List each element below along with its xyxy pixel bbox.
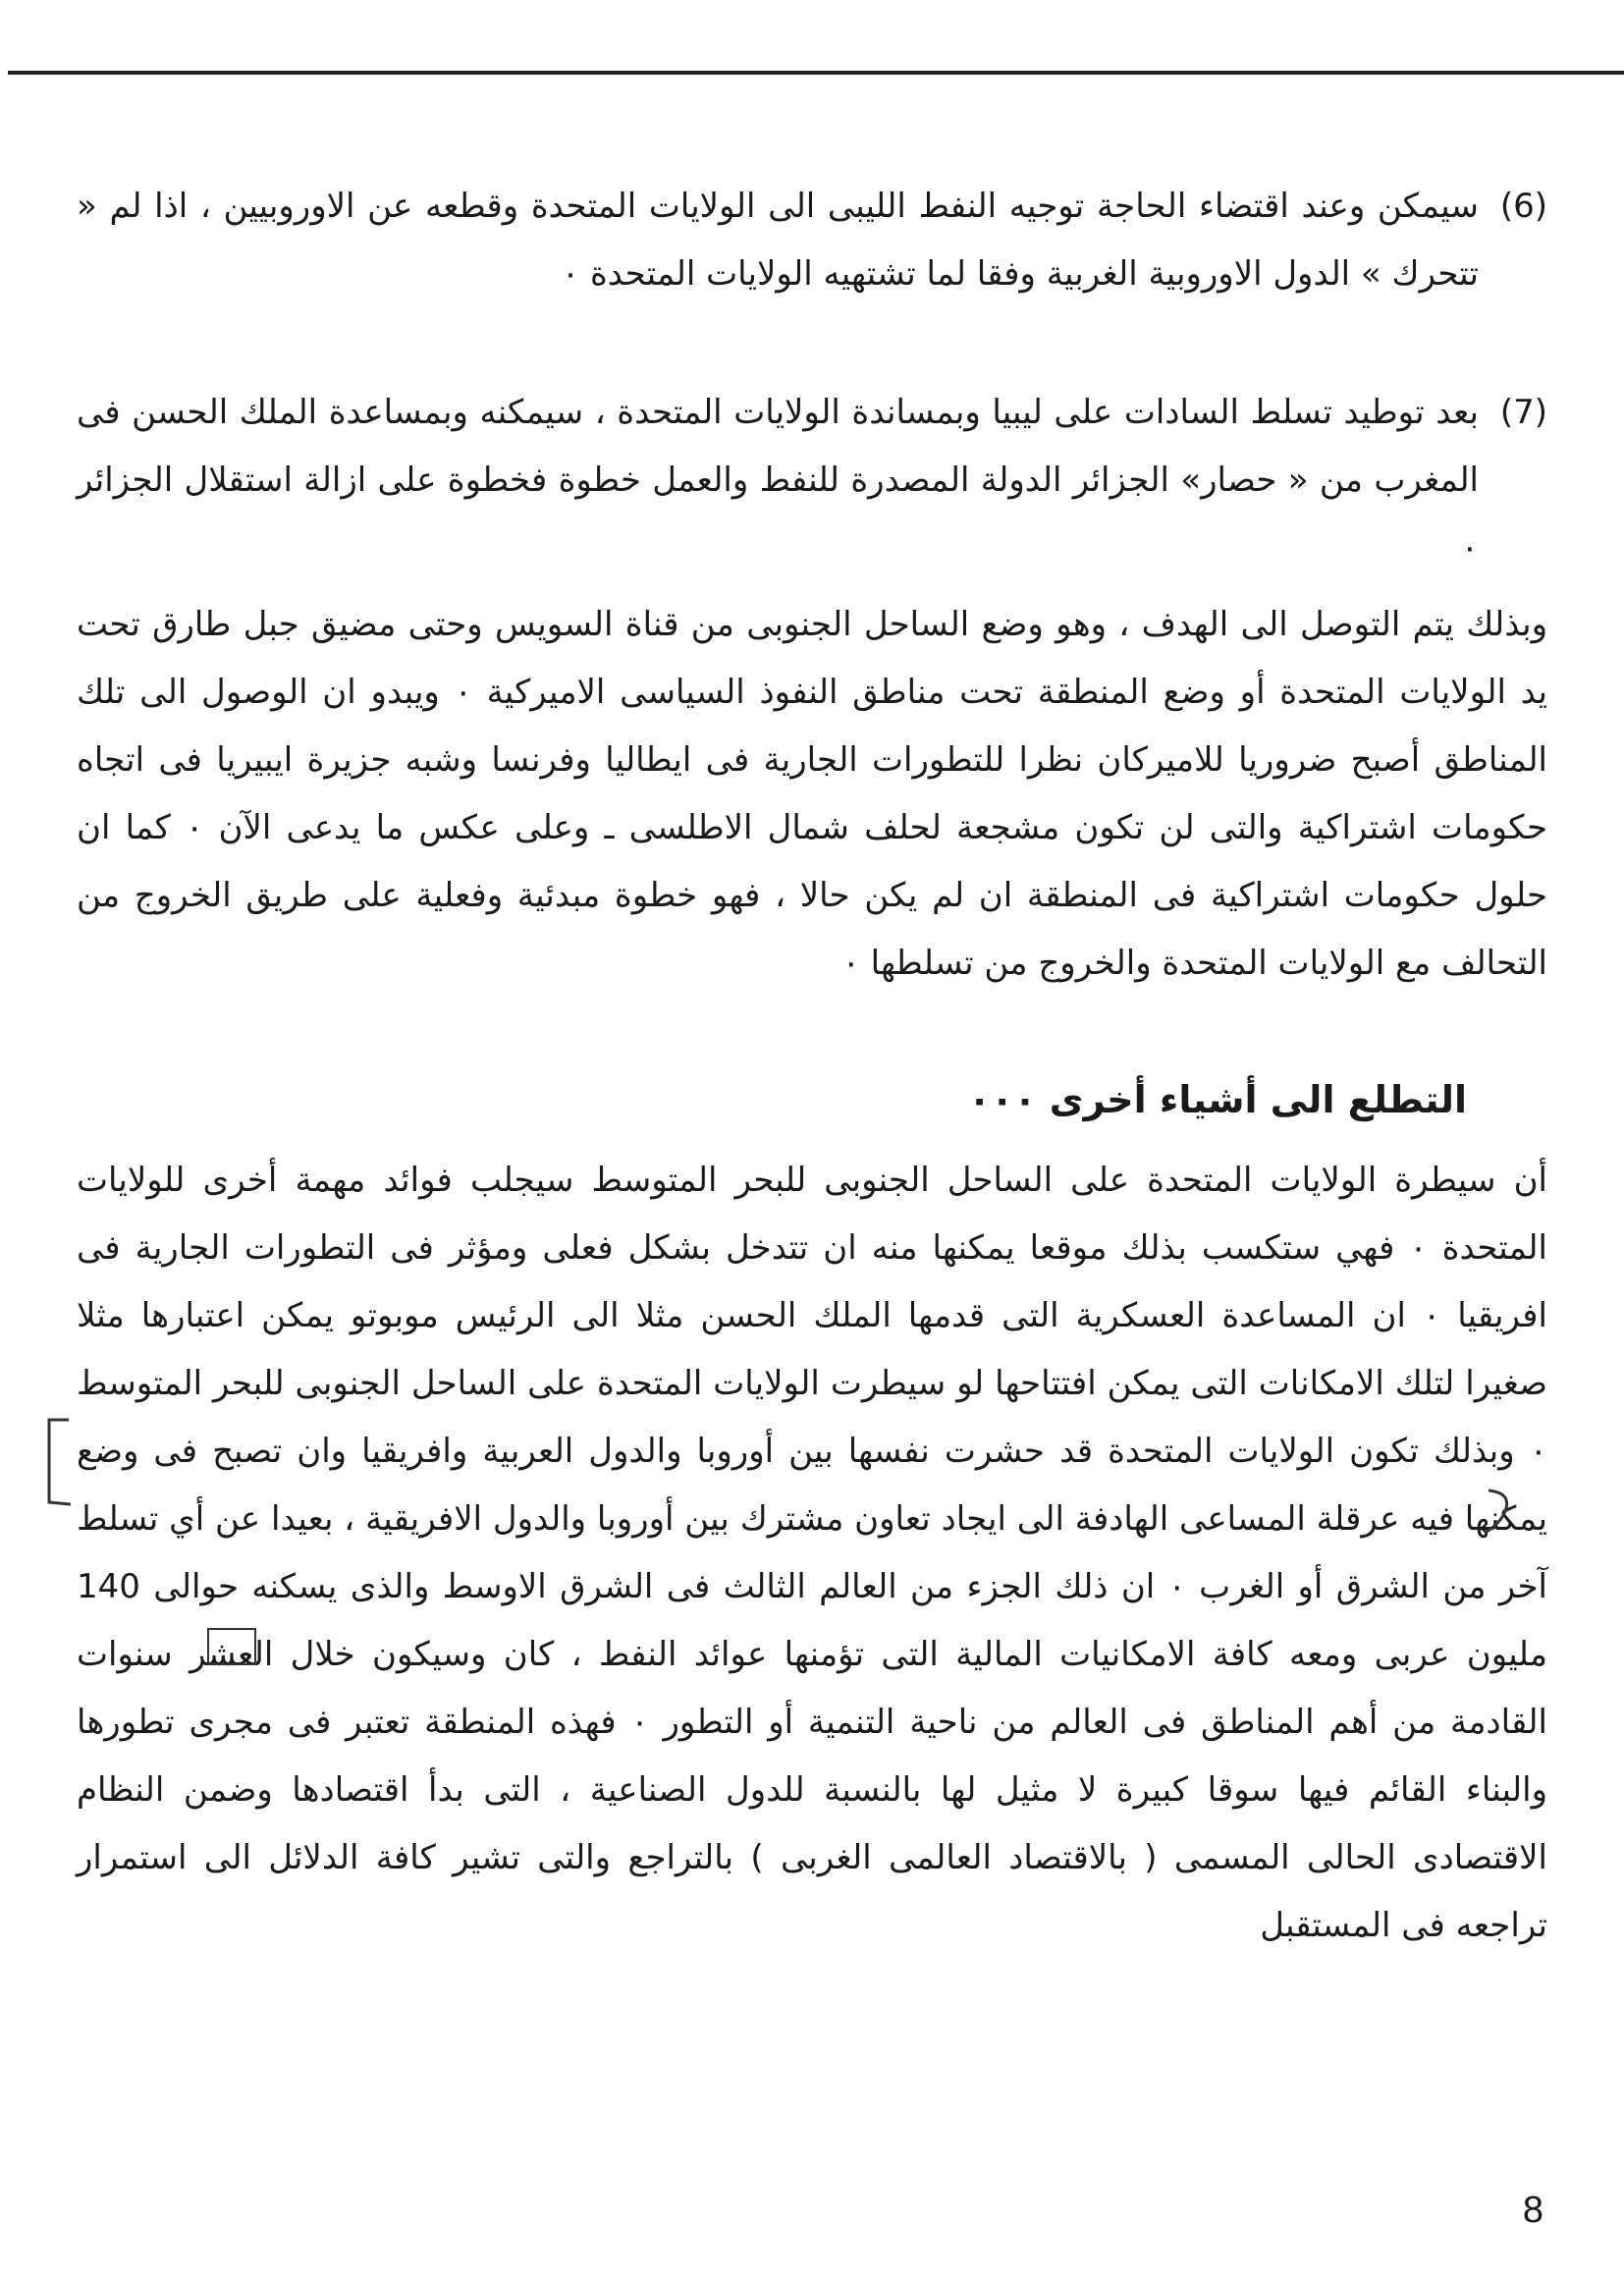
item-text: سيمكن وعند اقتضاء الحاجة توجيه النفط الليبى الى الولايات المتحدة وقطعه عن الاوروبيين ، اذا لم « تتحرك » الدول الاوروبية الغربية وفقا لما تشتهيه الولايات المتحدة ٠ bbox=[77, 187, 1479, 294]
list-item bbox=[77, 379, 1547, 582]
paragraph-text: وبذلك يتم التوصل الى الهدف ، وهو وضع الساحل الجنوبى من قناة السويس وحتى مضيق جبل طارق تحت يد الولايات المتحدة أو وضع المنطقة تحت مناطق النفوذ السياسى الاميركية ٠ ويبدو ان الوصول الى تلك المناطق أصبح ضروريا للاميركان نظرا للتطورات الجارية فى ايطاليا وفرنسا وشبه جزيرة ايبيريا فى اتجاه حكومات اشتراكية والتى لن تكون مشجعة لحلف شمال الاطلسى ـ وعلى عكس ما يدعى الآن ٠ كما ان حلول حكومات اشتراكية فى المنطقة ان لم يكن حالا ، فهو خطوة مبدئية وفعلية على طريق الخروج من التحالف مع الولايات المتحدة والخروج من تسلطها ٠ bbox=[77, 605, 1547, 983]
handwritten-bracket-mark bbox=[20, 1414, 79, 1512]
page-number: 8 bbox=[1522, 2190, 1543, 2231]
top-rule bbox=[8, 71, 1624, 75]
item-number: (7) bbox=[1499, 393, 1547, 432]
body-paragraph bbox=[77, 591, 1547, 998]
item-number: (6) bbox=[1499, 187, 1547, 226]
body-paragraph bbox=[77, 1147, 1547, 1960]
handwritten-box-mark bbox=[202, 1625, 261, 1668]
handwritten-hook-mark bbox=[1479, 1483, 1518, 1542]
paragraph-text: أن سيطرة الولايات المتحدة على الساحل الجنوبى للبحر المتوسط سيجلب فوائد مهمة أخرى للولايات المتحدة ٠ فهي ستكسب بذلك موقعا يمكنها منه ان تتدخل بشكل فعلى ومؤثر فى التطورات الجارية فى افريقيا ٠ ان المساعدة العسكرية التى قدمها الملك الحسن مثلا الى الرئيس موبوتو يمكن اعتبارها مثلا صغيرا لتلك الامكانات التى يمكن افتتاحها لو سيطرت الولايات المتحدة على الساحل الجنوبى للبحر المتوسط ٠ وبذلك تكون الولايات المتحدة قد حشرت نفسها بين أوروبا والدول العربية وافريقيا وان تصبح فى وضع يمكنها فيه عرقلة المساعى الهادفة الى ايجاد تعاون مشترك بين أوروبا والدول الافريقية ، بعيدا عن أي تسلط آخر من الشرق أو الغرب ٠ ان ذلك الجزء من العالم الثالث فى الشرق الاوسط والذى يسكنه حوالى 140 مليون عربى ومعه كافة الامكانيات المالية التى تؤمنها عوائد النفط ، كان وسيكون خلال العشر سنوات القادمة من أهم المناطق فى العالم من ناحية التنمية أو التطور ٠ فهذه المنطقة تعتبر فى مجرى تطورها والبناء القائم فيها سوقا كبيرة لا مثيل لها بالنسبة للدول الصناعية ، التى بدأ اقتصادها وضمن النظام الاقتصادى الحالى المسمى ( بالاقتصاد العالمى الغربى ) بالتراجع والتى تشير كافة الدلائل الى استمرار تراجعه فى المستقبل bbox=[77, 1161, 1547, 1945]
section-heading: التطلع الى أشياء أخرى ٠٠٠ bbox=[967, 1078, 1467, 1121]
list-item bbox=[77, 173, 1547, 308]
item-text: بعد توطيد تسلط السادات على ليبيا وبمساندة الولايات المتحدة ، سيمكنه وبمساعدة الملك الحسن فى المغرب من « حصار» الجزائر الدولة المصدرة للنفط والعمل خطوة فخطوة على ازالة استقلال الجزائر ٠ bbox=[77, 393, 1479, 568]
